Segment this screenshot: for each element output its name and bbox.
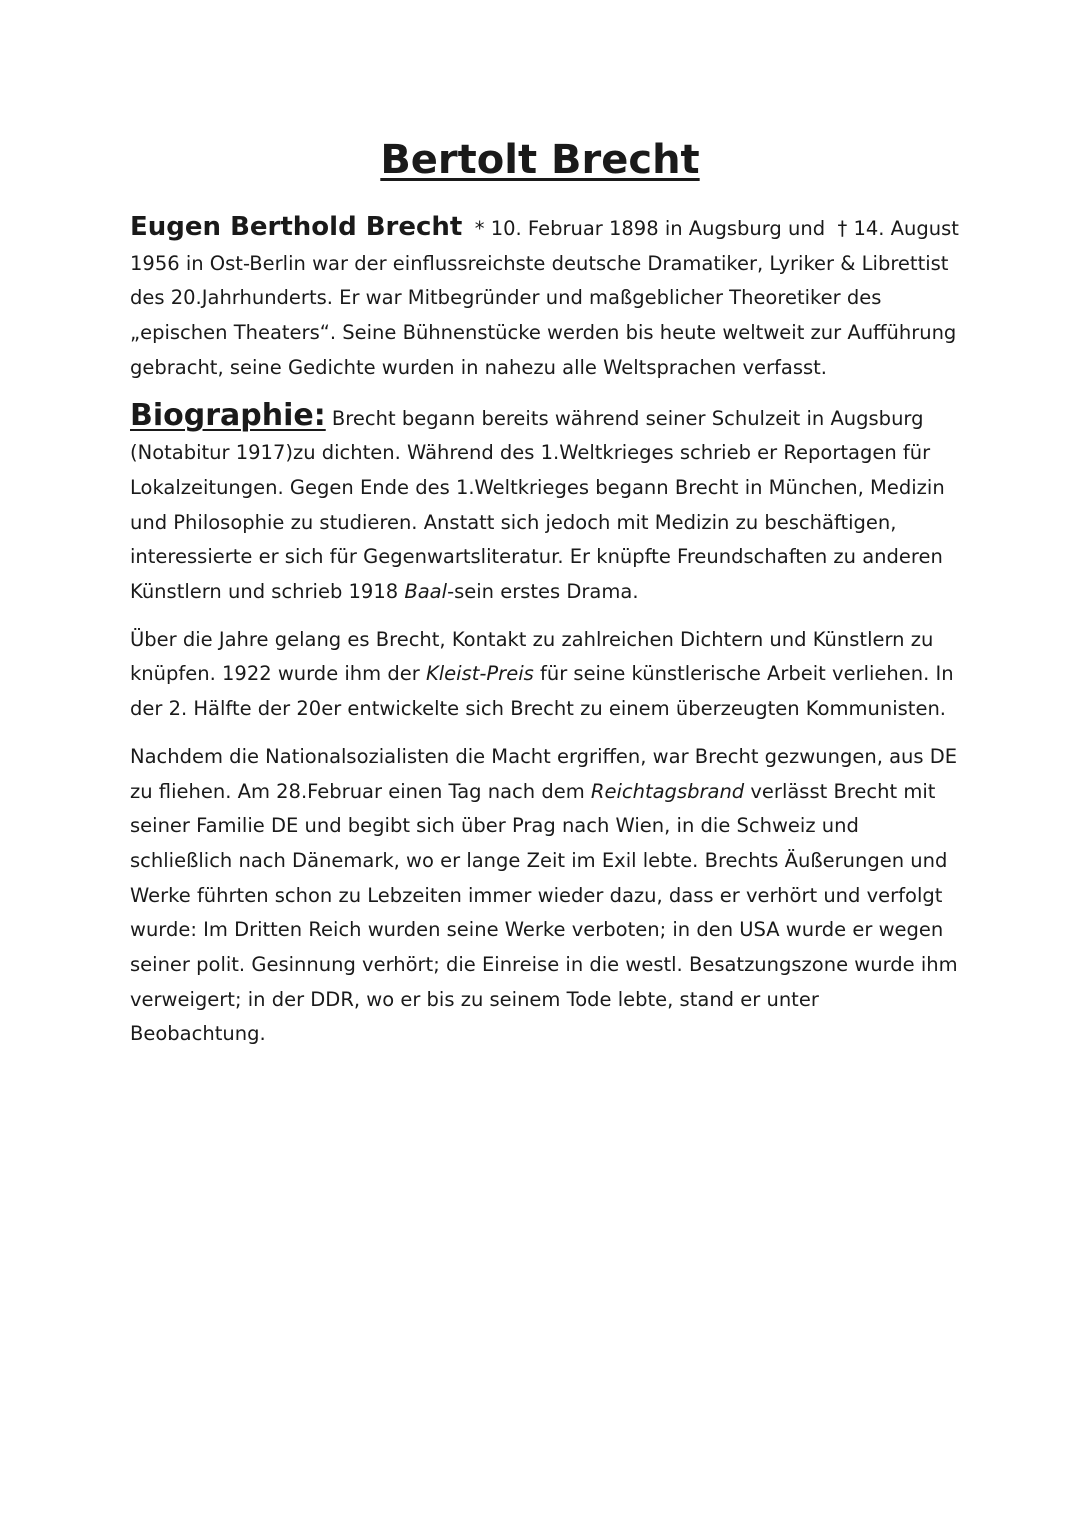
document-body	[130, 210, 960, 1065]
birth-symbol: *	[474, 217, 485, 240]
biography-heading: Biographie:	[130, 397, 326, 433]
intro-paragraph	[130, 210, 960, 386]
death-and-summary-text: 14. August 1956 in Ost-Berlin war der einflussreichste deutsche Dramatiker, Lyriker & Librettist des 20.Jahrhunderts. Er war Mitbegründer und maßgeblicher Theoretiker des „epischen Theaters“. Seine Bühnenstücke werden bis heute weltweit zur Aufführung gebracht, seine Gedichte wurden in nahezu alle Weltsprachen verfasst.	[130, 217, 959, 379]
award-kleist-preis: Kleist-Preis	[425, 662, 534, 686]
person-full-name: Eugen Berthold Brecht	[130, 212, 463, 242]
death-symbol: †	[837, 217, 848, 240]
biography-p2-text-b: für seine künstlerische Arbeit verliehen. In der 2. Hälfte der 20er entwickelte sich Brecht zu einem überzeugten Kommunisten.	[130, 662, 954, 721]
biography-p1-text-b: -sein erstes Drama.	[447, 580, 639, 604]
biography-paragraph-2	[130, 623, 960, 727]
event-reichtagsbrand: Reichtagsbrand	[590, 779, 745, 803]
biography-p3-text-a: Nachdem die Nationalsozialisten die Macht ergriffen, war Brecht gezwungen, aus DE zu fliehen. Am 28.Februar einen Tag nach dem	[130, 744, 958, 803]
work-title-baal: Baal	[404, 580, 448, 604]
biography-p3-text-b: verlässt Brecht mit seiner Familie DE und begibt sich über Prag nach Wien, in die Schweiz und schließlich nach Dänemark, wo er lange Zeit im Exil lebte. Brechts Äußerungen und Werke führten schon zu Lebzeiten immer wieder dazu, dass er verhört und verfolgt wurde: Im Dritten Reich wurden seine Werke verboten; in den USA wurde er wegen seiner polit. Gesinnung verhört; die Einreise in die westl. Besatzungszone wurde ihm verweigert; in der DDR, wo er bis zu seinem Tode lebte, stand er unter Beobachtung.	[130, 779, 958, 1046]
page-title-text: Bertolt Brecht	[380, 137, 700, 183]
biography-p1-text-a: Brecht begann bereits während seiner Schulzeit in Augsburg (Notabitur 1917)zu dichten. Während des 1.Weltkrieges schrieb er Reportagen für Lokalzeitungen. Gegen Ende des 1.Weltkrieges begann Brecht in München, Medizin und Philosophie zu studieren. Anstatt sich jedoch mit Medizin zu beschäftigen, interessierte er sich für Gegenwartsliteratur. Er knüpfte Freundschaften zu anderen Künstlern und schrieb 1918	[130, 406, 945, 604]
biography-paragraph-3	[130, 740, 960, 1052]
page-title	[0, 132, 1080, 188]
biography-p2-text-a: Über die Jahre gelang es Brecht, Kontakt zu zahlreichen Dichtern und Künstlern zu knüpfen. 1922 wurde ihm der	[130, 627, 934, 686]
birth-text: 10. Februar 1898 in Augsburg und	[484, 217, 832, 240]
biography-paragraph-1	[130, 399, 960, 610]
